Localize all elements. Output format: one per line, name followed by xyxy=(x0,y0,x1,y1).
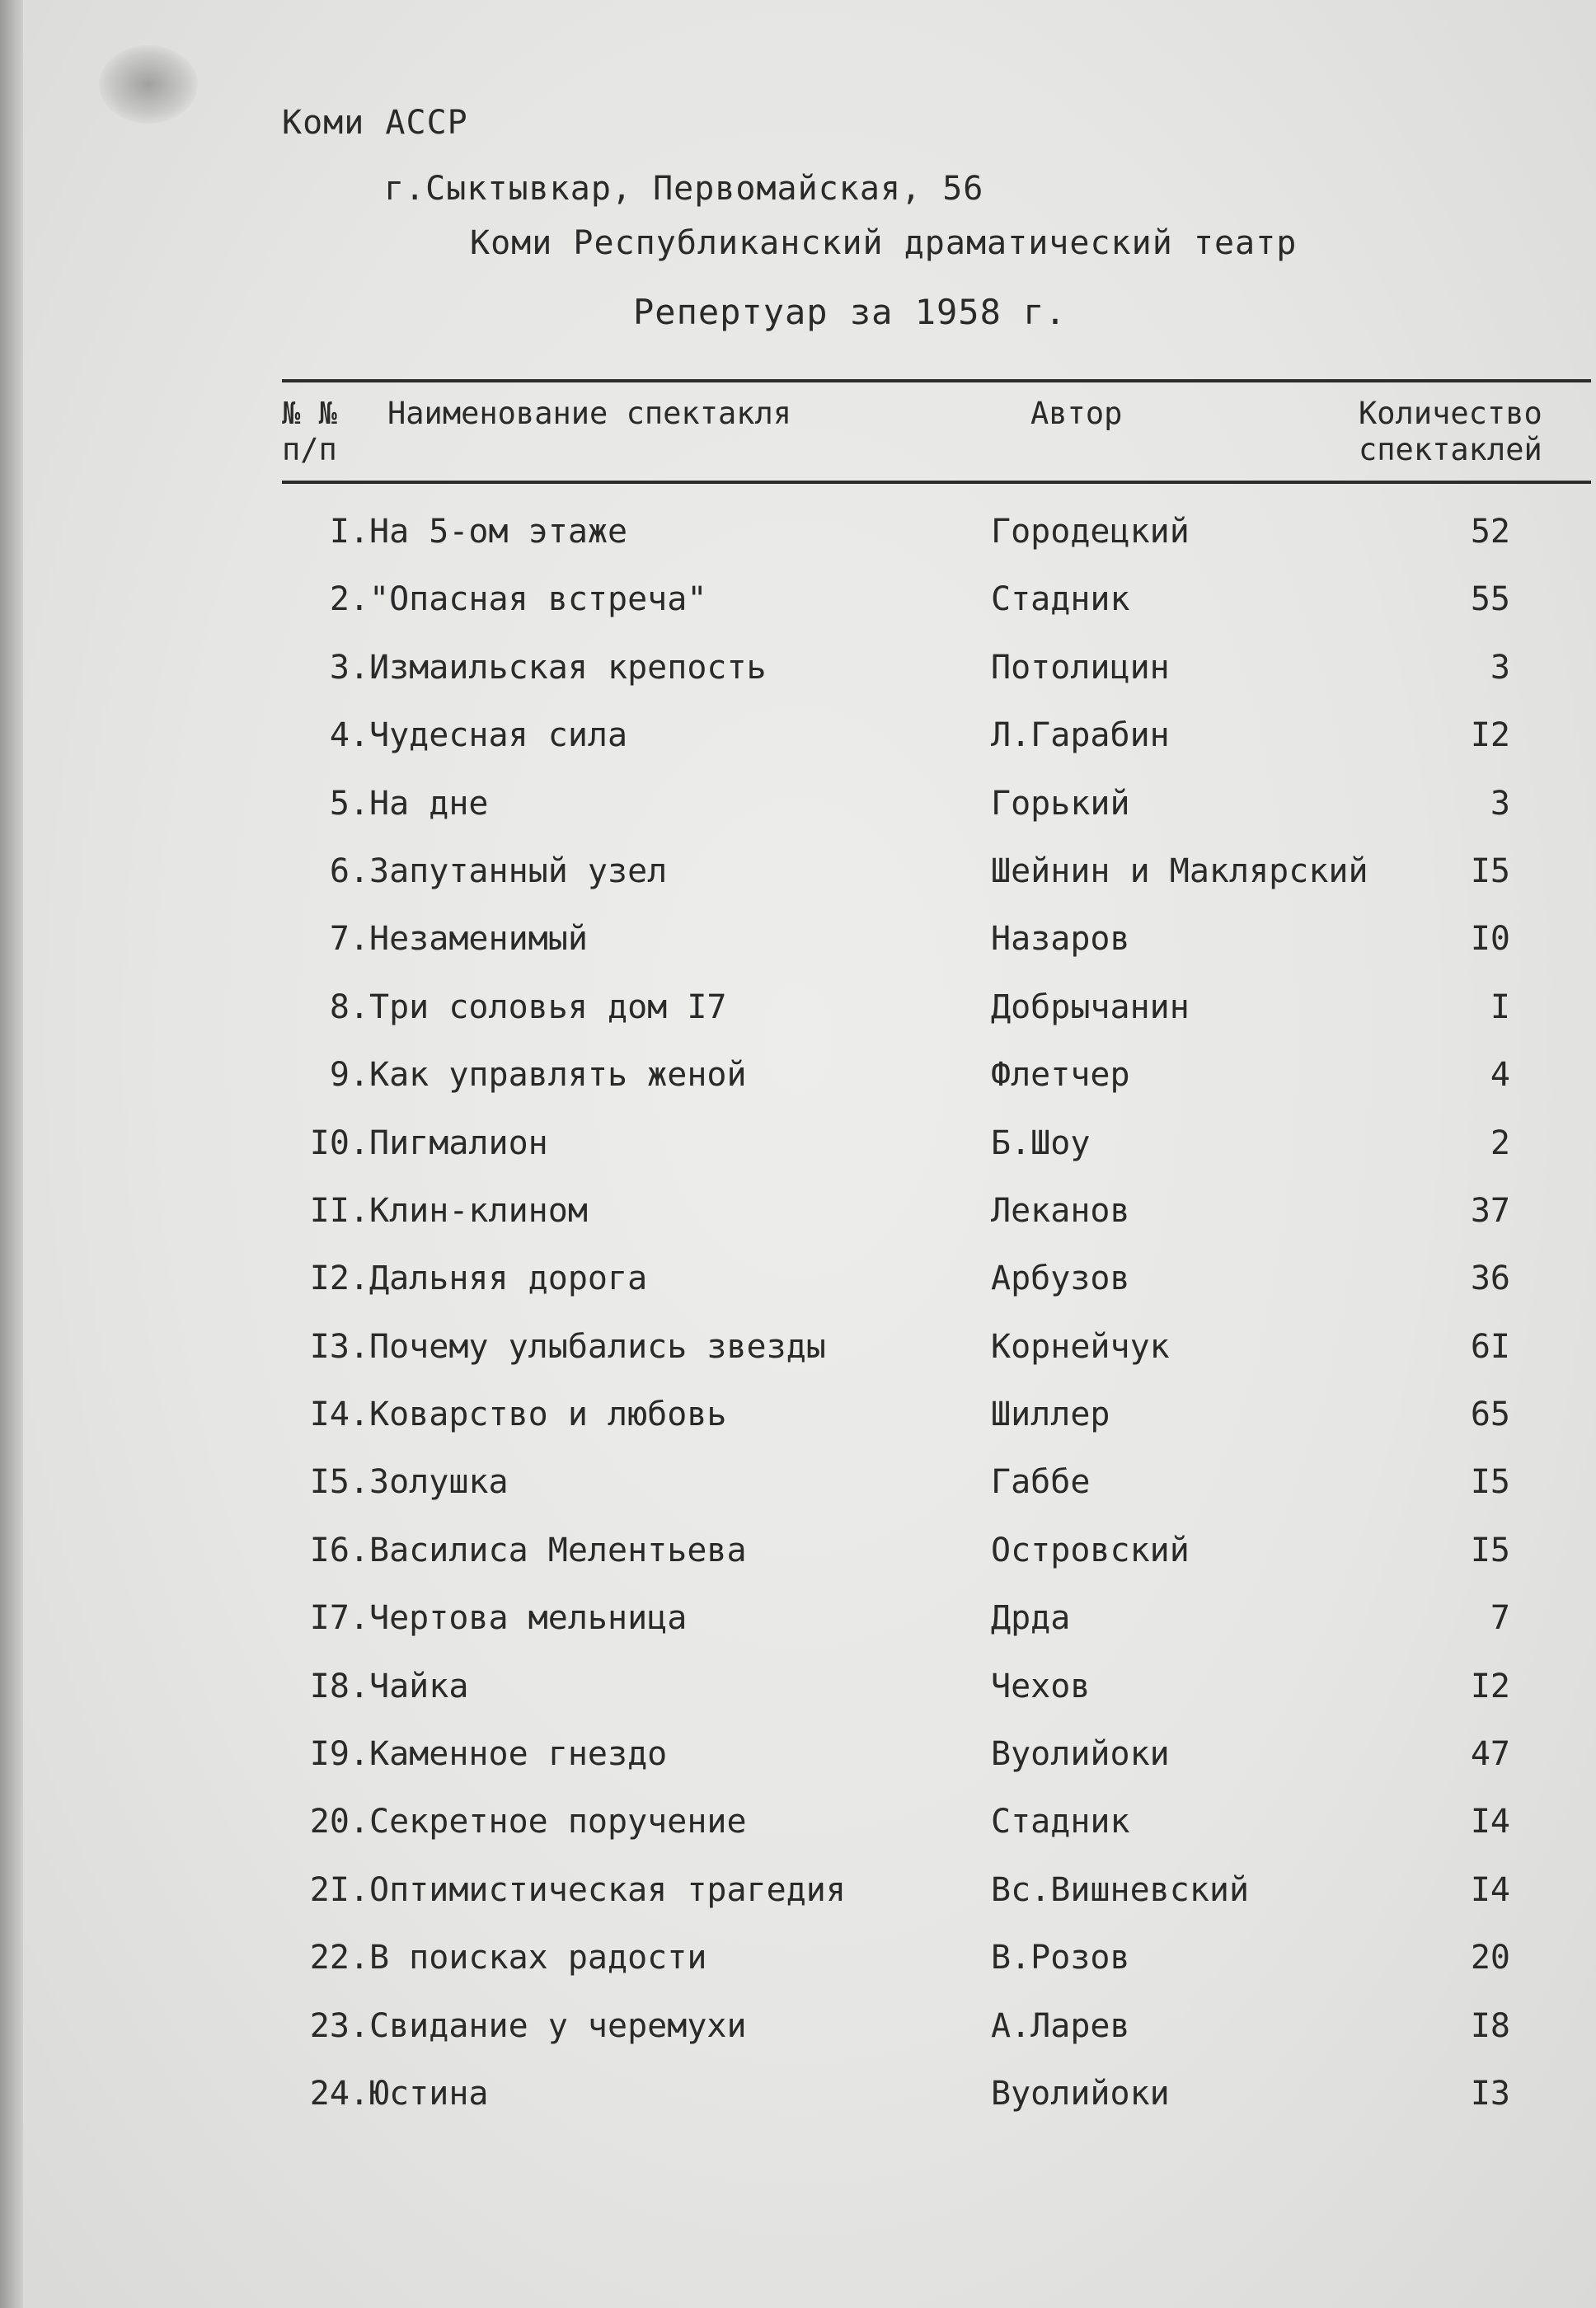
column-header-title: Наименование спектакля xyxy=(387,396,792,431)
performance-count: 65 xyxy=(1470,1396,1510,1434)
play-title: Чайка xyxy=(369,1667,469,1705)
row-number: I9. xyxy=(309,1735,369,1774)
table-row xyxy=(0,1254,1596,1321)
region-heading: Коми АССР xyxy=(282,104,468,142)
play-title: Как управлять женой xyxy=(369,1056,747,1095)
play-title: Секретное поручение xyxy=(369,1803,747,1841)
repertoire-title: Репертуар за 1958 г. xyxy=(633,292,1067,332)
row-number: 9. xyxy=(329,1056,369,1095)
play-author: Городецкий xyxy=(991,513,1190,551)
performance-count: 3 xyxy=(1490,648,1510,687)
performance-count: I3 xyxy=(1470,2074,1510,2113)
play-title: Каменное гнездо xyxy=(369,1735,668,1774)
performance-count: 7 xyxy=(1490,1599,1510,1638)
play-title: Почему улыбались звезды xyxy=(369,1327,826,1366)
play-author: Стадник xyxy=(991,580,1130,619)
row-number: 4. xyxy=(329,716,369,755)
play-author: Корнейчук xyxy=(991,1327,1170,1366)
row-number: 2I. xyxy=(309,1870,369,1909)
performance-count: 36 xyxy=(1470,1260,1510,1298)
row-number: I8. xyxy=(309,1667,369,1705)
play-author: Б.Шоу xyxy=(991,1124,1091,1162)
table-row xyxy=(0,643,1596,711)
play-author: Вс.Вишневский xyxy=(991,1870,1250,1909)
performance-count: I5 xyxy=(1470,851,1510,890)
row-number: I5. xyxy=(309,1463,369,1502)
play-title: Запутанный узел xyxy=(369,851,668,890)
row-number: I7. xyxy=(309,1599,369,1638)
performance-count: 4 xyxy=(1490,1056,1510,1095)
play-title: В поисках радости xyxy=(369,1939,707,1977)
play-author: Шиллер xyxy=(991,1396,1110,1434)
play-author: Добрычанин xyxy=(991,987,1190,1026)
play-author: Горький xyxy=(991,784,1130,823)
performance-count: I2 xyxy=(1470,1667,1510,1705)
table-row xyxy=(0,779,1596,847)
play-title: Чертова мельница xyxy=(369,1599,688,1638)
ink-stain xyxy=(99,45,198,124)
row-number: I2. xyxy=(309,1260,369,1298)
row-number: 8. xyxy=(329,987,369,1026)
play-author: Арбузов xyxy=(991,1260,1130,1298)
performance-count: I5 xyxy=(1470,1531,1510,1569)
performance-count: 3 xyxy=(1490,784,1510,823)
performance-count: 52 xyxy=(1470,513,1510,551)
play-author: Вуолийоки xyxy=(991,1735,1170,1774)
play-title: Василиса Мелентьева xyxy=(369,1531,747,1569)
row-number: I3. xyxy=(309,1327,369,1366)
table-row xyxy=(0,1797,1596,1865)
play-author: А.Ларев xyxy=(991,2006,1130,2045)
row-number: I4. xyxy=(309,1396,369,1434)
row-number: 22. xyxy=(309,1939,369,1977)
play-title: Клин-клином xyxy=(369,1191,588,1230)
table-row xyxy=(0,575,1596,642)
table-row xyxy=(0,983,1596,1050)
play-author: В.Розов xyxy=(991,1939,1130,1977)
row-number: 6. xyxy=(329,851,369,890)
table-row xyxy=(0,1119,1596,1186)
play-author: Островский xyxy=(991,1531,1190,1569)
play-title: Оптимистическая трагедия xyxy=(369,1870,846,1909)
table-row xyxy=(0,847,1596,914)
performance-count: 2 xyxy=(1490,1124,1510,1162)
play-author: Стадник xyxy=(991,1803,1130,1841)
play-author: Л.Гарабин xyxy=(991,716,1170,755)
play-title: Свидание у черемухи xyxy=(369,2006,747,2045)
performance-count: I2 xyxy=(1470,716,1510,755)
performance-count: 55 xyxy=(1470,580,1510,619)
play-title: Пигмалион xyxy=(369,1124,548,1162)
table-row xyxy=(0,2069,1596,2137)
row-number: 7. xyxy=(329,920,369,959)
row-number: 2. xyxy=(329,580,369,619)
row-number: 5. xyxy=(329,784,369,823)
row-number: II. xyxy=(309,1191,369,1230)
column-header-author: Автор xyxy=(1030,396,1123,431)
performance-count: 20 xyxy=(1470,1939,1510,1977)
play-author: Леканов xyxy=(991,1191,1130,1230)
performance-count: I5 xyxy=(1470,1463,1510,1502)
row-number: 20. xyxy=(309,1803,369,1841)
table-row xyxy=(0,711,1596,778)
table-row xyxy=(0,1865,1596,1933)
play-title: На 5-ом этаже xyxy=(369,513,628,551)
play-author: Чехов xyxy=(991,1667,1091,1705)
row-number: I0. xyxy=(309,1124,369,1162)
play-title: Золушка xyxy=(369,1463,509,1502)
play-title: "Опасная встреча" xyxy=(369,580,707,619)
table-row xyxy=(0,2001,1596,2069)
play-title: Юстина xyxy=(369,2074,489,2113)
performance-count: 47 xyxy=(1470,1735,1510,1774)
performance-count: I xyxy=(1490,987,1510,1026)
row-number: 3. xyxy=(329,648,369,687)
table-row xyxy=(0,1526,1596,1593)
table-row xyxy=(0,1390,1596,1457)
table-row xyxy=(0,1933,1596,2001)
table-header-rule xyxy=(282,481,1591,484)
table-top-rule xyxy=(282,379,1591,382)
performance-count: I4 xyxy=(1470,1803,1510,1841)
play-author: Габбе xyxy=(991,1463,1091,1502)
table-row xyxy=(0,914,1596,982)
play-title: Три соловья дом I7 xyxy=(369,987,727,1026)
column-header-number: № № п/п xyxy=(282,396,337,467)
address-line: г.Сыктывкар, Первомайская, 56 xyxy=(384,170,984,208)
table-row xyxy=(0,1186,1596,1254)
row-number: 23. xyxy=(309,2006,369,2045)
play-title: Чудесная сила xyxy=(369,716,628,755)
performance-count: I4 xyxy=(1470,1870,1510,1909)
play-author: Флетчер xyxy=(991,1056,1130,1095)
play-title: Дальняя дорога xyxy=(369,1260,648,1298)
performance-count: 37 xyxy=(1470,1191,1510,1230)
table-row xyxy=(0,507,1596,575)
table-row xyxy=(0,1050,1596,1118)
repertoire-table-body xyxy=(0,507,1596,2137)
play-author: Потолицин xyxy=(991,648,1170,687)
play-author: Вуолийоки xyxy=(991,2074,1170,2113)
table-row xyxy=(0,1662,1596,1729)
play-title: Незаменимый xyxy=(369,920,588,959)
play-author: Назаров xyxy=(991,920,1130,959)
performance-count: I8 xyxy=(1470,2006,1510,2045)
play-title: Измаильская крепость xyxy=(369,648,767,687)
row-number: I. xyxy=(329,513,369,551)
play-author: Шейнин и Маклярский xyxy=(991,851,1368,890)
row-number: I6. xyxy=(309,1531,369,1569)
play-title: Коварство и любовь xyxy=(369,1396,727,1434)
play-title: На дне xyxy=(369,784,489,823)
column-header-count: Количество спектаклей xyxy=(1359,396,1542,467)
play-author: Дрда xyxy=(991,1599,1071,1638)
performance-count: 6I xyxy=(1470,1327,1510,1366)
table-row xyxy=(0,1729,1596,1797)
table-row xyxy=(0,1457,1596,1525)
theatre-name: Коми Республиканский драматический театр xyxy=(470,224,1298,262)
table-row xyxy=(0,1322,1596,1390)
table-row xyxy=(0,1593,1596,1661)
performance-count: I0 xyxy=(1470,920,1510,959)
row-number: 24. xyxy=(309,2074,369,2113)
